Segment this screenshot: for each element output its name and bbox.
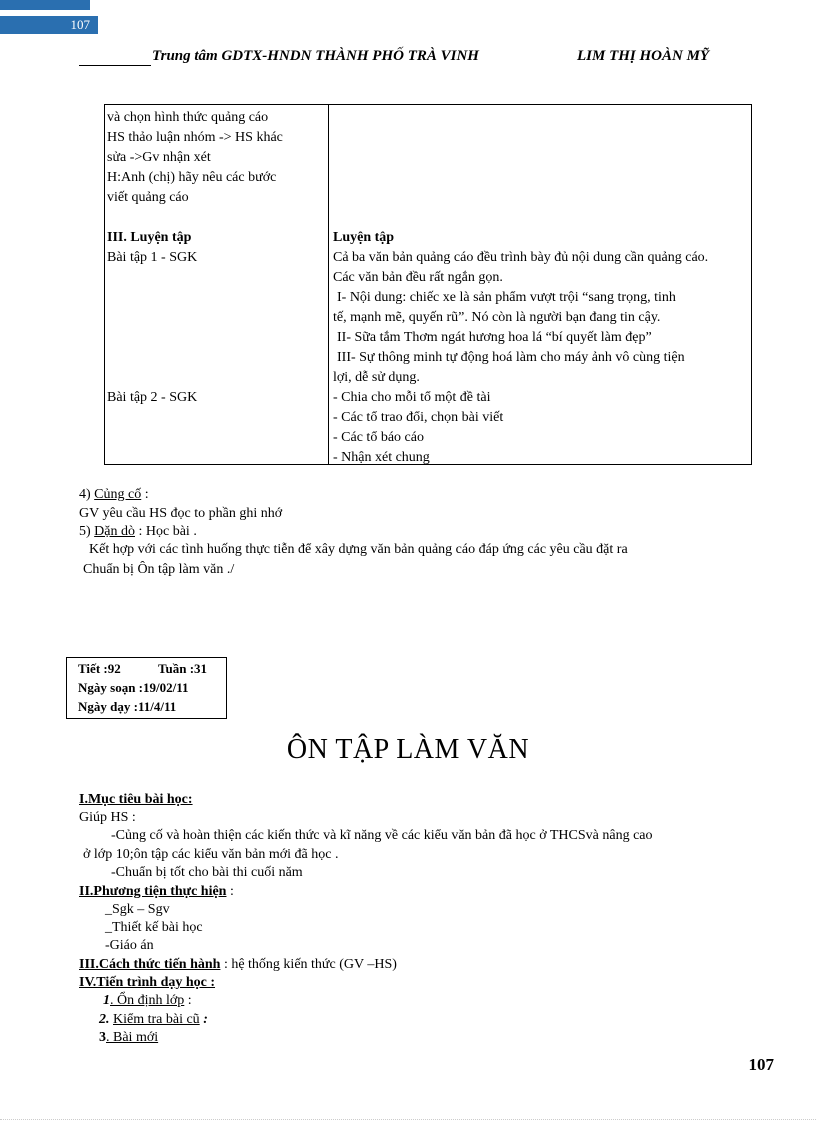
method-text: : hệ thống kiến thức (GV –HS)	[220, 957, 397, 972]
means-heading-line	[79, 882, 234, 902]
dan-do-tail: : Học bài .	[135, 524, 197, 539]
page-number-tab: 107	[0, 16, 98, 34]
objective-2: -Chuẩn bị tốt cho bài thi cuối năm	[111, 865, 303, 880]
table-left-line: Bài tập 1 - SGK	[107, 250, 198, 265]
table-right-line: I- Nội dung: chiếc xe là sản phẩm vượt trội “sang trọng, tinh	[337, 290, 676, 305]
step-1	[103, 991, 192, 1011]
header-underline	[79, 65, 151, 66]
table-column-divider	[328, 105, 329, 464]
table-right-line: - Nhận xét chung	[333, 450, 430, 465]
table-left-line: sửa ->Gv nhận xét	[107, 150, 211, 165]
table-right-line: lợi, dễ sử dụng.	[333, 370, 420, 385]
table-left-line: viết quảng cáo	[107, 190, 189, 205]
tiet-value: Tiết :92	[78, 661, 121, 676]
top-tab-strip	[0, 0, 90, 10]
ngay-soan-value: Ngày soạn :19/02/11	[78, 680, 189, 695]
step-2-number: 2.	[99, 1012, 110, 1027]
bottom-dotted-rule	[0, 1119, 816, 1120]
table-left-line: H:Anh (chị) hãy nêu các bước	[107, 170, 277, 185]
lesson-title: ÔN TẬP LÀM VĂN	[286, 734, 530, 765]
cung-co-number: 4)	[79, 487, 95, 502]
table-left-line: và chọn hình thức quảng cáo	[107, 110, 269, 125]
means-item: _Thiết kế bài học	[105, 920, 203, 935]
table-right-line: II- Sữa tắm Thơm ngát hương hoa lá “bí quyết làm đẹp”	[337, 330, 652, 345]
table-left-line: HS thảo luận nhóm -> HS khác	[107, 130, 283, 145]
dan-do-detail: Kết hợp với các tình huống thực tiễn để xây dựng văn bản quảng cáo đáp ứng các yêu cầu đặt ra	[89, 542, 628, 557]
means-heading: II.Phương tiện thực hiện	[79, 884, 227, 899]
step-1-number: 1	[103, 993, 110, 1008]
dan-do-label: Dặn dò	[94, 524, 135, 539]
step-3	[99, 1028, 158, 1048]
cung-co-line	[79, 485, 149, 505]
step-2-label: Kiểm tra bài cũ	[113, 1012, 200, 1027]
ngay-day-value: Ngày dạy :11/4/11	[78, 699, 177, 714]
cung-co-text: GV yêu cầu HS đọc to phần ghi nhớ	[79, 506, 283, 521]
step-3-label: . Bài mới	[106, 1030, 159, 1045]
tuan-value: Tuần :31	[158, 661, 208, 676]
table-left-line: Bài tập 2 - SGK	[107, 390, 198, 405]
table-right-line: - Chia cho mỗi tổ một đề tài	[333, 390, 491, 405]
table-right-line: III- Sự thông minh tự động hoá làm cho máy ảnh vô cùng tiện	[337, 350, 685, 365]
header-center-title: Trung tâm GDTX-HNDN THÀNH PHỐ TRÀ VINH	[152, 48, 479, 64]
prepare-note: Chuẩn bị Ôn tập làm văn ./	[83, 562, 235, 577]
table-right-heading: Luyện tập	[333, 230, 395, 245]
header-author: LIM THỊ HOÀN MỸ	[577, 48, 710, 64]
means-item: -Giáo án	[105, 938, 154, 953]
objective-1b: ở lớp 10;ôn tập các kiểu văn bản mới đã học .	[83, 847, 339, 862]
objectives-heading: I.Mục tiêu bài học:	[79, 792, 193, 807]
step-3-number: 3	[99, 1030, 106, 1045]
method-line	[79, 955, 397, 975]
footer-page-number: 107	[748, 1055, 774, 1074]
objective-1a: -Củng cố và hoàn thiện các kiến thức và kĩ năng về các kiểu văn bản đã học ở THCSvà nâng cao	[111, 828, 653, 843]
cung-co-colon: :	[141, 487, 149, 502]
table-left-heading: III. Luyện tập	[107, 230, 192, 245]
cung-co-label: Củng cố	[94, 487, 142, 502]
step-2	[99, 1010, 208, 1030]
table-right-line: Các văn bản đều rất ngắn gọn.	[333, 270, 503, 285]
table-right-line: Cả ba văn bản quảng cáo đều trình bày đủ nội dung cần quảng cáo.	[333, 250, 709, 265]
lesson-info-box	[66, 657, 227, 719]
table-right-line: tế, mạnh mẽ, quyến rũ”. Nó còn là người bạn đang tin cậy.	[333, 310, 661, 325]
table-right-line: - Các tổ trao đổi, chọn bài viết	[333, 410, 504, 425]
step-1-label: . Ổn định lớp	[110, 993, 185, 1008]
table-right-line: - Các tổ báo cáo	[333, 430, 424, 445]
method-heading: III.Cách thức tiến hành	[79, 957, 221, 972]
step-2-colon: :	[199, 1012, 208, 1027]
means-colon: :	[226, 884, 234, 899]
lesson-table	[104, 104, 752, 465]
objectives-intro: Giúp HS :	[79, 810, 136, 825]
dan-do-number: 5)	[79, 524, 95, 539]
process-heading: IV.Tiến trình dạy học :	[79, 975, 216, 990]
step-1-colon: :	[184, 993, 192, 1008]
means-item: _Sgk – Sgv	[105, 902, 170, 917]
dan-do-line	[79, 522, 197, 542]
